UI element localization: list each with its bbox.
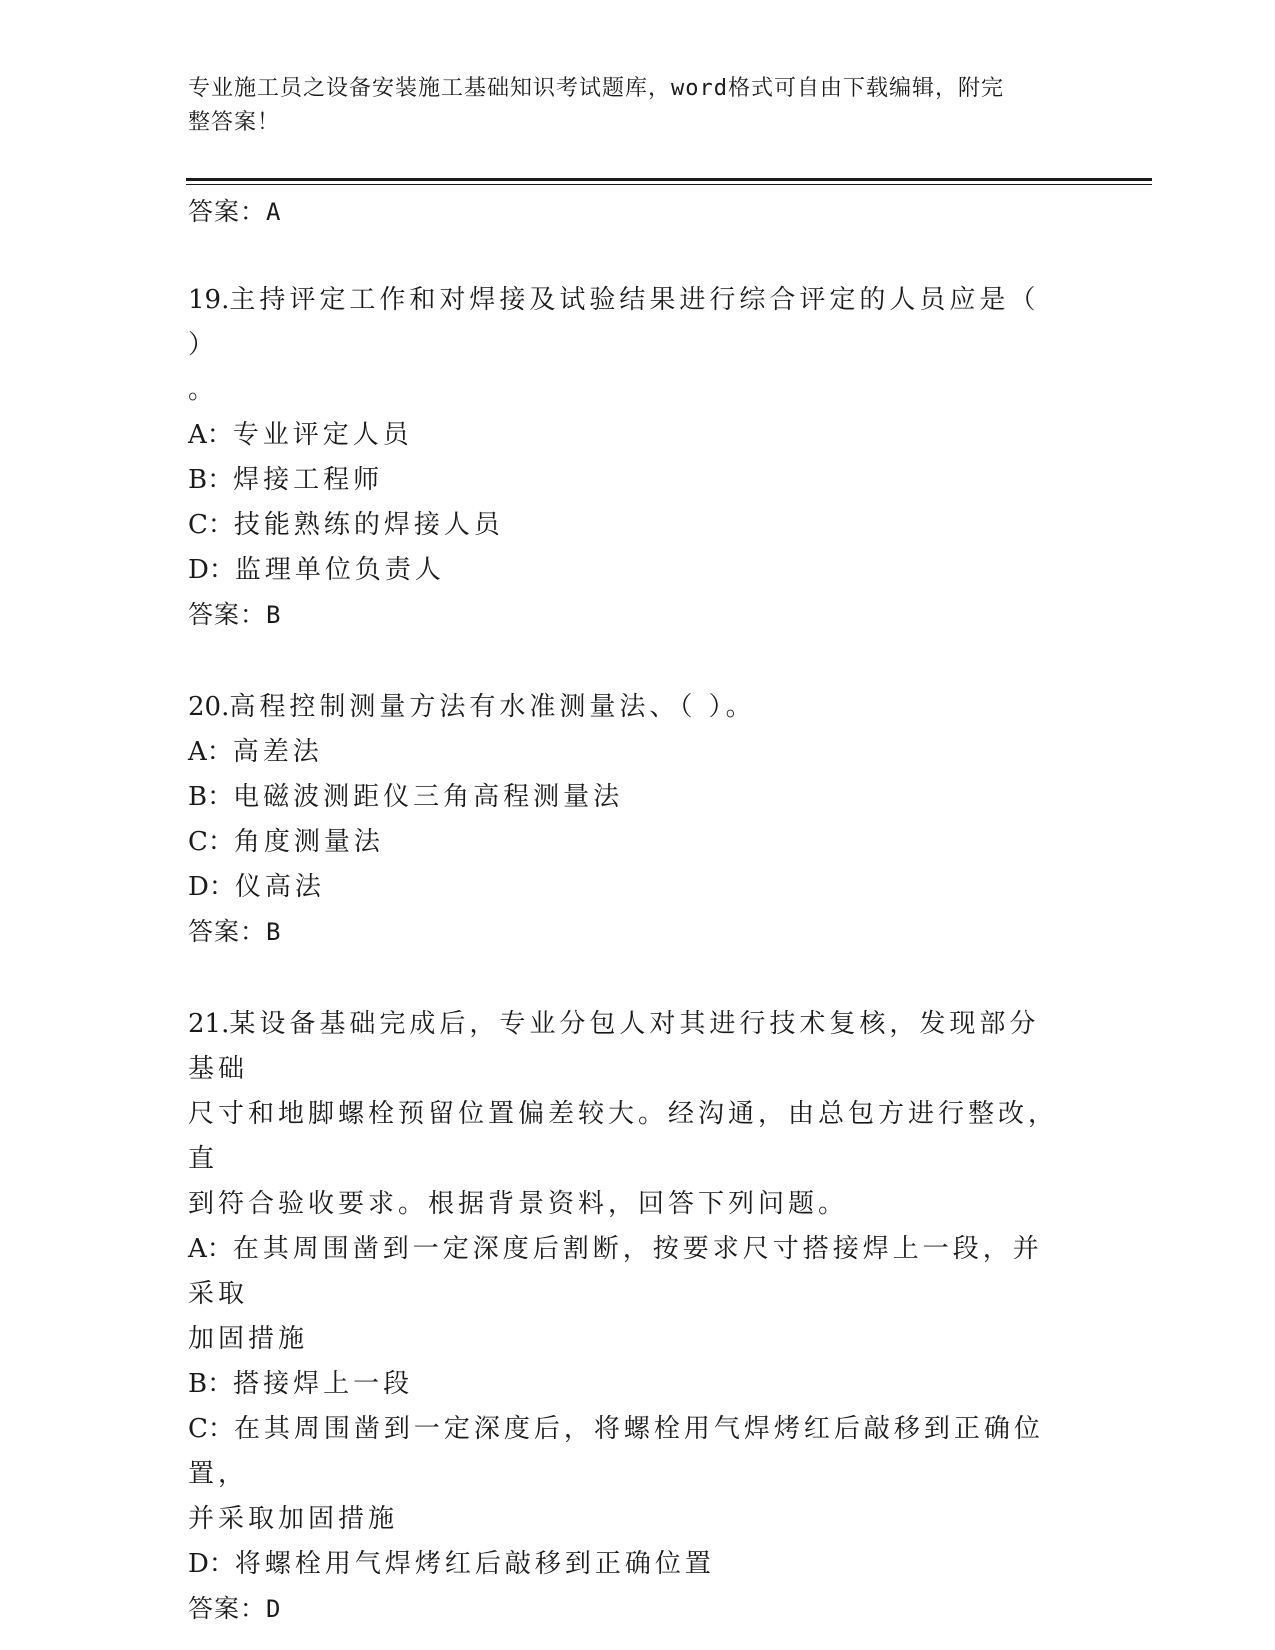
answer-label: 答案： bbox=[188, 197, 267, 226]
question-stem bbox=[188, 685, 1068, 730]
answer-value: A bbox=[266, 198, 282, 226]
option-letter: B： bbox=[188, 465, 234, 495]
question-text-line-2: 尺寸和地脚螺栓预留位置偏差较大。经沟通，由总包方进行整改，直 bbox=[188, 1099, 1059, 1174]
option-d bbox=[188, 865, 1068, 910]
option-d bbox=[188, 548, 1068, 593]
option-d bbox=[188, 1542, 1068, 1587]
option-a-continuation: 加固措施 bbox=[188, 1324, 309, 1354]
option-b bbox=[188, 458, 1068, 503]
question-text: 主持评定工作和对焊接及试验结果进行综合评定的人员应是（ ） bbox=[188, 285, 1040, 360]
option-text: 将螺栓用气焊烤红后敲移到正确位置 bbox=[234, 1549, 715, 1579]
option-text: 专业评定人员 bbox=[232, 420, 413, 450]
question-number: 20. bbox=[188, 692, 230, 722]
option-c-continuation: 并采取加固措施 bbox=[188, 1504, 399, 1534]
option-letter: B： bbox=[188, 782, 234, 812]
option-text: 搭接焊上一段 bbox=[233, 1369, 414, 1399]
question-text: 高程控制测量方法有水准测量法、（ ）。 bbox=[229, 692, 756, 722]
option-letter: D： bbox=[188, 555, 235, 585]
option-letter: A： bbox=[188, 737, 233, 767]
option-text: 焊接工程师 bbox=[233, 465, 384, 495]
option-text: 高差法 bbox=[232, 737, 323, 767]
option-text: 技能熟练的焊接人员 bbox=[233, 510, 504, 540]
question-number: 21. bbox=[188, 1009, 230, 1039]
answer-label: 答案： bbox=[188, 600, 267, 629]
question-stem bbox=[188, 278, 1068, 368]
header-divider-thick bbox=[186, 178, 1152, 181]
option-letter: C： bbox=[188, 1414, 234, 1444]
option-letter: D： bbox=[188, 872, 235, 902]
option-text: 电磁波测距仪三角高程测量法 bbox=[233, 782, 624, 812]
answer-label: 答案： bbox=[188, 917, 267, 946]
answer-line bbox=[188, 190, 1088, 234]
option-letter: B： bbox=[188, 1369, 234, 1399]
answer-value: D bbox=[266, 1595, 282, 1623]
question-stem bbox=[188, 1002, 1068, 1092]
option-text: 监理单位负责人 bbox=[234, 555, 445, 585]
option-text: 在其周围凿到一定深度后，将螺栓用气焊烤红后敲移到正确位置， bbox=[188, 1414, 1044, 1489]
option-letter: A： bbox=[188, 1234, 233, 1264]
answer-line bbox=[188, 593, 1088, 637]
question-20 bbox=[188, 685, 1088, 954]
option-text: 仪高法 bbox=[234, 872, 325, 902]
document-header bbox=[188, 72, 1068, 140]
option-a bbox=[188, 1227, 1068, 1317]
option-letter: C： bbox=[188, 510, 234, 540]
option-text: 角度测量法 bbox=[233, 827, 384, 857]
question-list bbox=[188, 190, 1088, 1631]
option-letter: C： bbox=[188, 827, 234, 857]
option-text: 在其周围凿到一定深度后割断，按要求尺寸搭接焊上一段，并采取 bbox=[188, 1234, 1043, 1309]
question-text-continuation: 。 bbox=[188, 375, 219, 405]
option-a bbox=[188, 730, 1068, 775]
option-c bbox=[188, 1407, 1068, 1497]
answer-value: B bbox=[266, 601, 282, 629]
option-letter: A： bbox=[188, 420, 233, 450]
header-line-1: 专业施工员之设备安装施工基础知识考试题库，word格式可自由下载编辑，附完 bbox=[188, 76, 1004, 101]
answer-line bbox=[188, 1587, 1088, 1631]
option-letter: D： bbox=[188, 1549, 235, 1579]
question-19 bbox=[188, 278, 1088, 637]
question-number: 19. bbox=[188, 285, 230, 315]
answer-line bbox=[188, 910, 1088, 954]
header-divider-thin bbox=[186, 184, 1152, 185]
option-c bbox=[188, 820, 1068, 865]
option-a bbox=[188, 413, 1068, 458]
answer-label: 答案： bbox=[188, 1594, 267, 1623]
option-b bbox=[188, 775, 1068, 820]
header-line-2: 整答案！ bbox=[188, 110, 281, 135]
question-text-line-3: 到符合验收要求。根据背景资料，回答下列问题。 bbox=[188, 1189, 849, 1219]
answer-value: B bbox=[266, 918, 282, 946]
question-text-line-1: 某设备基础完成后，专业分包人对其进行技术复核，发现部分基础 bbox=[188, 1009, 1040, 1084]
question-21 bbox=[188, 1002, 1088, 1631]
option-b bbox=[188, 1362, 1068, 1407]
option-c bbox=[188, 503, 1068, 548]
